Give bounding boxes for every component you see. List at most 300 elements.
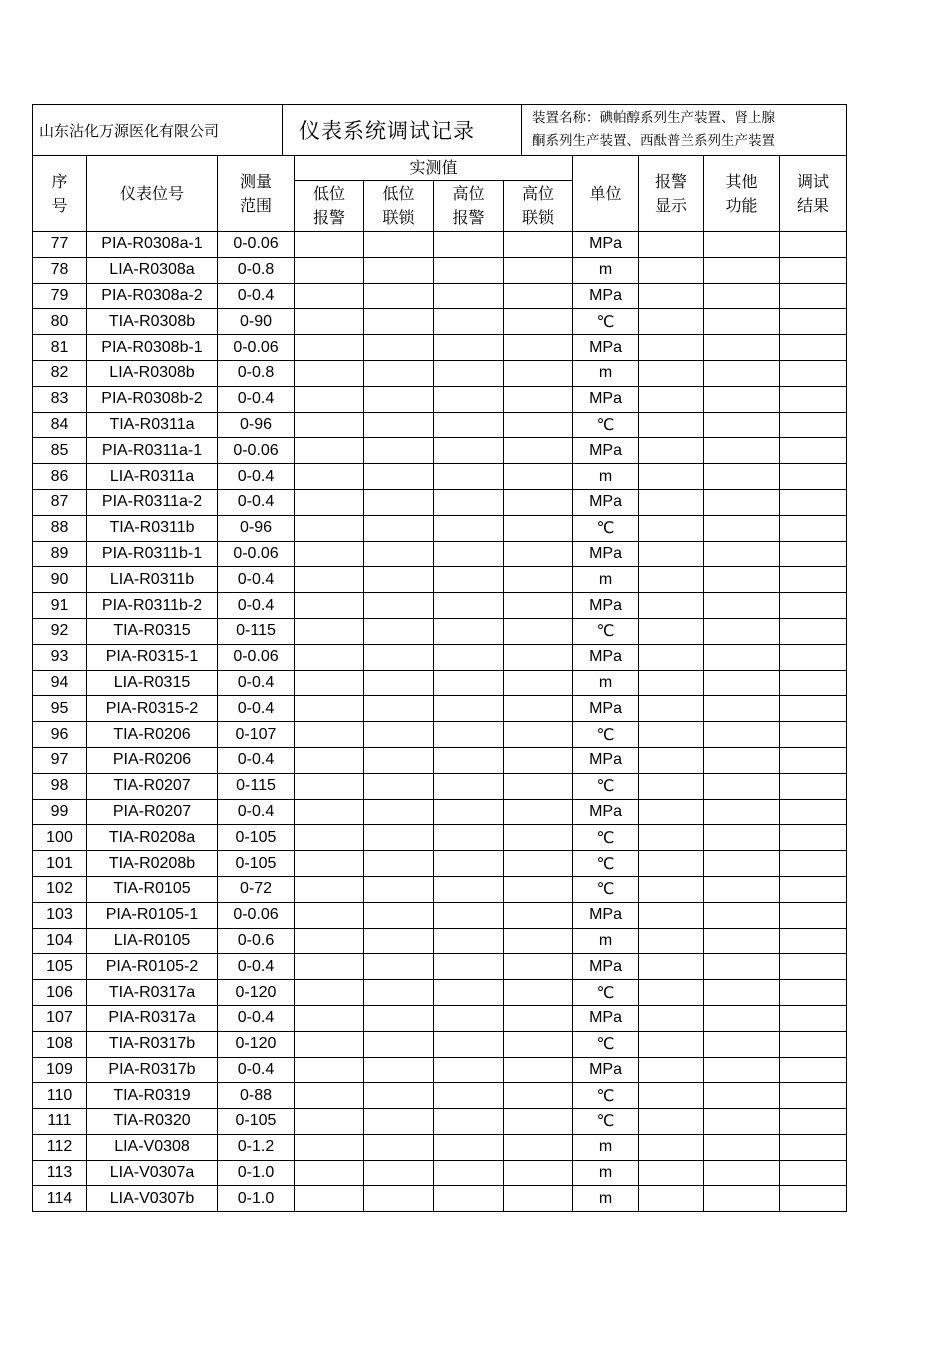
range-cell: 0-0.4: [218, 1005, 295, 1031]
tag-cell: PIA-R0308b-2: [87, 386, 218, 412]
unit-cell: m: [573, 1134, 639, 1160]
high-lock-cell: [504, 515, 573, 541]
range-cell: 0-0.06: [218, 902, 295, 928]
table-row: [33, 464, 847, 490]
range-cell: 0-1.0: [218, 1160, 295, 1186]
result-cell: [780, 1109, 847, 1135]
low-lock-cell: [364, 644, 434, 670]
range-cell: 0-0.4: [218, 747, 295, 773]
high-lock-cell: [504, 722, 573, 748]
other-cell: [704, 1057, 780, 1083]
alarm-display-cell: [639, 954, 704, 980]
high-lock-cell: [504, 567, 573, 593]
tag-cell: PIA-R0315-1: [87, 644, 218, 670]
alarm-display-cell: [639, 464, 704, 490]
range-cell: 0-105: [218, 851, 295, 877]
other-cell: [704, 309, 780, 335]
result-cell: [780, 1186, 847, 1212]
high-lock-cell: [504, 1134, 573, 1160]
table-row: [33, 1109, 847, 1135]
seq-cell: 91: [33, 593, 87, 619]
result-cell: [780, 1160, 847, 1186]
low-alarm-cell: [295, 618, 364, 644]
high-lock-cell: [504, 851, 573, 877]
alarm-display-cell: [639, 825, 704, 851]
range-cell: 0-0.4: [218, 464, 295, 490]
range-cell: 0-0.4: [218, 593, 295, 619]
unit-cell: MPa: [573, 1057, 639, 1083]
tag-cell: PIA-R0308a-1: [87, 232, 218, 258]
high-alarm-cell: [434, 928, 504, 954]
low-lock-cell: [364, 618, 434, 644]
header-tag: 仪表位号: [87, 156, 218, 232]
low-lock-cell: [364, 257, 434, 283]
seq-cell: 94: [33, 670, 87, 696]
alarm-display-cell: [639, 386, 704, 412]
alarm-display-cell: [639, 1057, 704, 1083]
tag-cell: PIA-R0311b-1: [87, 541, 218, 567]
alarm-display-cell: [639, 1031, 704, 1057]
alarm-display-cell: [639, 438, 704, 464]
low-lock-cell: [364, 980, 434, 1006]
table-row: [33, 722, 847, 748]
table-row: [33, 412, 847, 438]
tag-cell: PIA-R0317b: [87, 1057, 218, 1083]
result-cell: [780, 980, 847, 1006]
range-cell: 0-115: [218, 773, 295, 799]
low-lock-cell: [364, 412, 434, 438]
low-lock-cell: [364, 360, 434, 386]
header-result: 调试 结果: [780, 156, 847, 232]
seq-cell: 97: [33, 747, 87, 773]
tag-cell: TIA-R0319: [87, 1083, 218, 1109]
high-alarm-cell: [434, 670, 504, 696]
low-lock-cell: [364, 876, 434, 902]
unit-cell: m: [573, 1160, 639, 1186]
high-alarm-cell: [434, 1160, 504, 1186]
high-alarm-cell: [434, 1109, 504, 1135]
other-cell: [704, 1134, 780, 1160]
result-cell: [780, 799, 847, 825]
high-lock-cell: [504, 1160, 573, 1186]
other-cell: [704, 980, 780, 1006]
alarm-display-cell: [639, 412, 704, 438]
alarm-display-cell: [639, 618, 704, 644]
result-cell: [780, 928, 847, 954]
other-cell: [704, 928, 780, 954]
seq-cell: 81: [33, 335, 87, 361]
table-row: [33, 670, 847, 696]
other-cell: [704, 567, 780, 593]
unit-cell: MPa: [573, 902, 639, 928]
range-cell: 0-0.6: [218, 928, 295, 954]
table-row: [33, 438, 847, 464]
tag-cell: TIA-R0320: [87, 1109, 218, 1135]
tag-cell: PIA-R0206: [87, 747, 218, 773]
tag-cell: PIA-R0105-2: [87, 954, 218, 980]
other-cell: [704, 825, 780, 851]
other-cell: [704, 954, 780, 980]
high-lock-cell: [504, 696, 573, 722]
tag-cell: LIA-R0311a: [87, 464, 218, 490]
result-cell: [780, 438, 847, 464]
high-alarm-cell: [434, 1083, 504, 1109]
high-lock-cell: [504, 876, 573, 902]
low-alarm-cell: [295, 1160, 364, 1186]
high-alarm-cell: [434, 876, 504, 902]
alarm-display-cell: [639, 567, 704, 593]
unit-cell: ℃: [573, 876, 639, 902]
high-alarm-cell: [434, 283, 504, 309]
low-alarm-cell: [295, 876, 364, 902]
alarm-display-cell: [639, 1109, 704, 1135]
document-header: [32, 104, 847, 156]
high-lock-cell: [504, 593, 573, 619]
high-lock-cell: [504, 412, 573, 438]
range-cell: 0-0.4: [218, 1057, 295, 1083]
high-alarm-cell: [434, 747, 504, 773]
range-cell: 0-1.0: [218, 1186, 295, 1212]
seq-cell: 85: [33, 438, 87, 464]
result-cell: [780, 851, 847, 877]
low-lock-cell: [364, 489, 434, 515]
alarm-display-cell: [639, 593, 704, 619]
high-alarm-cell: [434, 464, 504, 490]
result-cell: [780, 335, 847, 361]
other-cell: [704, 360, 780, 386]
table-row: [33, 696, 847, 722]
table-body: [33, 232, 847, 1212]
other-cell: [704, 257, 780, 283]
low-lock-cell: [364, 567, 434, 593]
high-lock-cell: [504, 232, 573, 258]
table-row: [33, 773, 847, 799]
header-high-lock: 高位 联锁: [504, 181, 573, 232]
low-alarm-cell: [295, 954, 364, 980]
high-lock-cell: [504, 464, 573, 490]
table-row: [33, 825, 847, 851]
range-cell: 0-96: [218, 515, 295, 541]
low-alarm-cell: [295, 644, 364, 670]
result-cell: [780, 283, 847, 309]
range-cell: 0-115: [218, 618, 295, 644]
low-alarm-cell: [295, 257, 364, 283]
tag-cell: LIA-R0315: [87, 670, 218, 696]
seq-cell: 105: [33, 954, 87, 980]
alarm-display-cell: [639, 747, 704, 773]
result-cell: [780, 876, 847, 902]
high-alarm-cell: [434, 335, 504, 361]
low-lock-cell: [364, 386, 434, 412]
low-alarm-cell: [295, 773, 364, 799]
result-cell: [780, 412, 847, 438]
unit-cell: ℃: [573, 618, 639, 644]
range-cell: 0-1.2: [218, 1134, 295, 1160]
range-cell: 0-120: [218, 980, 295, 1006]
low-alarm-cell: [295, 825, 364, 851]
range-cell: 0-107: [218, 722, 295, 748]
high-lock-cell: [504, 1109, 573, 1135]
low-alarm-cell: [295, 1031, 364, 1057]
low-lock-cell: [364, 464, 434, 490]
high-lock-cell: [504, 799, 573, 825]
result-cell: [780, 1134, 847, 1160]
table-row: [33, 1057, 847, 1083]
alarm-display-cell: [639, 515, 704, 541]
other-cell: [704, 1160, 780, 1186]
high-alarm-cell: [434, 722, 504, 748]
other-cell: [704, 773, 780, 799]
seq-cell: 82: [33, 360, 87, 386]
alarm-display-cell: [639, 309, 704, 335]
seq-cell: 99: [33, 799, 87, 825]
instrument-table: [32, 155, 847, 1212]
seq-cell: 89: [33, 541, 87, 567]
range-cell: 0-0.4: [218, 567, 295, 593]
result-cell: [780, 567, 847, 593]
header-alarm-display: 报警 显示: [639, 156, 704, 232]
table-row: [33, 902, 847, 928]
low-alarm-cell: [295, 1134, 364, 1160]
low-alarm-cell: [295, 489, 364, 515]
other-cell: [704, 1083, 780, 1109]
low-lock-cell: [364, 747, 434, 773]
other-cell: [704, 902, 780, 928]
tag-cell: PIA-R0315-2: [87, 696, 218, 722]
seq-cell: 109: [33, 1057, 87, 1083]
high-lock-cell: [504, 954, 573, 980]
other-cell: [704, 489, 780, 515]
range-cell: 0-88: [218, 1083, 295, 1109]
high-lock-cell: [504, 1186, 573, 1212]
low-lock-cell: [364, 283, 434, 309]
tag-cell: PIA-R0308a-2: [87, 283, 218, 309]
seq-cell: 108: [33, 1031, 87, 1057]
high-alarm-cell: [434, 1134, 504, 1160]
low-alarm-cell: [295, 722, 364, 748]
alarm-display-cell: [639, 283, 704, 309]
other-cell: [704, 283, 780, 309]
high-lock-cell: [504, 670, 573, 696]
seq-cell: 83: [33, 386, 87, 412]
table-row: [33, 593, 847, 619]
table-row: [33, 618, 847, 644]
high-lock-cell: [504, 257, 573, 283]
tag-cell: TIA-R0311a: [87, 412, 218, 438]
unit-cell: MPa: [573, 954, 639, 980]
range-cell: 0-0.06: [218, 232, 295, 258]
range-cell: 0-120: [218, 1031, 295, 1057]
high-alarm-cell: [434, 799, 504, 825]
result-cell: [780, 722, 847, 748]
result-cell: [780, 515, 847, 541]
seq-cell: 86: [33, 464, 87, 490]
result-cell: [780, 1031, 847, 1057]
low-lock-cell: [364, 438, 434, 464]
result-cell: [780, 1057, 847, 1083]
low-lock-cell: [364, 1109, 434, 1135]
header-range: 测量 范围: [218, 156, 295, 232]
seq-cell: 102: [33, 876, 87, 902]
header-low-alarm: 低位 报警: [295, 181, 364, 232]
unit-cell: ℃: [573, 825, 639, 851]
range-cell: 0-0.06: [218, 335, 295, 361]
result-cell: [780, 593, 847, 619]
alarm-display-cell: [639, 335, 704, 361]
low-alarm-cell: [295, 335, 364, 361]
table-row: [33, 1031, 847, 1057]
header-other: 其他 功能: [704, 156, 780, 232]
range-cell: 0-105: [218, 825, 295, 851]
table-row: [33, 747, 847, 773]
high-alarm-cell: [434, 309, 504, 335]
unit-cell: MPa: [573, 593, 639, 619]
other-cell: [704, 232, 780, 258]
low-alarm-cell: [295, 799, 364, 825]
other-cell: [704, 747, 780, 773]
other-cell: [704, 515, 780, 541]
low-lock-cell: [364, 954, 434, 980]
alarm-display-cell: [639, 1134, 704, 1160]
low-alarm-cell: [295, 232, 364, 258]
table-row: [33, 567, 847, 593]
alarm-display-cell: [639, 489, 704, 515]
result-cell: [780, 1083, 847, 1109]
tag-cell: PIA-R0311a-2: [87, 489, 218, 515]
low-lock-cell: [364, 541, 434, 567]
low-alarm-cell: [295, 360, 364, 386]
table-row: [33, 1186, 847, 1212]
low-alarm-cell: [295, 541, 364, 567]
range-cell: 0-0.4: [218, 386, 295, 412]
other-cell: [704, 851, 780, 877]
range-cell: 0-0.4: [218, 670, 295, 696]
result-cell: [780, 747, 847, 773]
other-cell: [704, 386, 780, 412]
unit-cell: MPa: [573, 489, 639, 515]
range-cell: 0-0.4: [218, 954, 295, 980]
table-row: [33, 1160, 847, 1186]
table-row: [33, 541, 847, 567]
seq-cell: 103: [33, 902, 87, 928]
low-lock-cell: [364, 902, 434, 928]
unit-cell: m: [573, 928, 639, 954]
seq-cell: 100: [33, 825, 87, 851]
low-alarm-cell: [295, 309, 364, 335]
high-alarm-cell: [434, 438, 504, 464]
unit-cell: MPa: [573, 386, 639, 412]
table-row: [33, 257, 847, 283]
high-lock-cell: [504, 283, 573, 309]
low-alarm-cell: [295, 851, 364, 877]
alarm-display-cell: [639, 980, 704, 1006]
high-alarm-cell: [434, 825, 504, 851]
unit-cell: m: [573, 257, 639, 283]
device-name-line-1: 装置名称：碘帕醇系列生产装置、肾上腺: [532, 110, 775, 126]
seq-cell: 93: [33, 644, 87, 670]
alarm-display-cell: [639, 1005, 704, 1031]
high-alarm-cell: [434, 773, 504, 799]
header-unit: 单位: [573, 156, 639, 232]
range-cell: 0-0.06: [218, 438, 295, 464]
table-row: [33, 283, 847, 309]
tag-cell: LIA-V0308: [87, 1134, 218, 1160]
high-alarm-cell: [434, 232, 504, 258]
low-alarm-cell: [295, 696, 364, 722]
result-cell: [780, 696, 847, 722]
low-lock-cell: [364, 928, 434, 954]
tag-cell: LIA-R0311b: [87, 567, 218, 593]
range-cell: 0-0.4: [218, 799, 295, 825]
high-alarm-cell: [434, 360, 504, 386]
low-lock-cell: [364, 309, 434, 335]
low-alarm-cell: [295, 670, 364, 696]
other-cell: [704, 618, 780, 644]
high-lock-cell: [504, 438, 573, 464]
table-row: [33, 980, 847, 1006]
other-cell: [704, 799, 780, 825]
other-cell: [704, 644, 780, 670]
header-low-lock: 低位 联锁: [364, 181, 434, 232]
low-lock-cell: [364, 851, 434, 877]
low-alarm-cell: [295, 980, 364, 1006]
result-cell: [780, 825, 847, 851]
unit-cell: ℃: [573, 980, 639, 1006]
low-alarm-cell: [295, 747, 364, 773]
high-lock-cell: [504, 489, 573, 515]
alarm-display-cell: [639, 1083, 704, 1109]
high-alarm-cell: [434, 489, 504, 515]
table-row: [33, 515, 847, 541]
high-lock-cell: [504, 309, 573, 335]
seq-cell: 84: [33, 412, 87, 438]
result-cell: [780, 489, 847, 515]
high-alarm-cell: [434, 593, 504, 619]
low-lock-cell: [364, 825, 434, 851]
low-lock-cell: [364, 335, 434, 361]
tag-cell: TIA-R0308b: [87, 309, 218, 335]
tag-cell: TIA-R0208a: [87, 825, 218, 851]
table-row: [33, 954, 847, 980]
range-cell: 0-90: [218, 309, 295, 335]
seq-cell: 112: [33, 1134, 87, 1160]
high-alarm-cell: [434, 696, 504, 722]
other-cell: [704, 1005, 780, 1031]
tag-cell: TIA-R0206: [87, 722, 218, 748]
seq-cell: 90: [33, 567, 87, 593]
alarm-display-cell: [639, 799, 704, 825]
alarm-display-cell: [639, 696, 704, 722]
table-row: [33, 1083, 847, 1109]
low-alarm-cell: [295, 1057, 364, 1083]
high-alarm-cell: [434, 1057, 504, 1083]
alarm-display-cell: [639, 1160, 704, 1186]
low-lock-cell: [364, 696, 434, 722]
device-name-line-2: 酮系列生产装置、西酞普兰系列生产装置: [532, 133, 775, 149]
low-lock-cell: [364, 670, 434, 696]
high-alarm-cell: [434, 386, 504, 412]
table-row: [33, 489, 847, 515]
low-alarm-cell: [295, 902, 364, 928]
other-cell: [704, 464, 780, 490]
other-cell: [704, 438, 780, 464]
high-lock-cell: [504, 928, 573, 954]
seq-cell: 111: [33, 1109, 87, 1135]
high-alarm-cell: [434, 902, 504, 928]
alarm-display-cell: [639, 928, 704, 954]
low-lock-cell: [364, 1134, 434, 1160]
unit-cell: MPa: [573, 799, 639, 825]
